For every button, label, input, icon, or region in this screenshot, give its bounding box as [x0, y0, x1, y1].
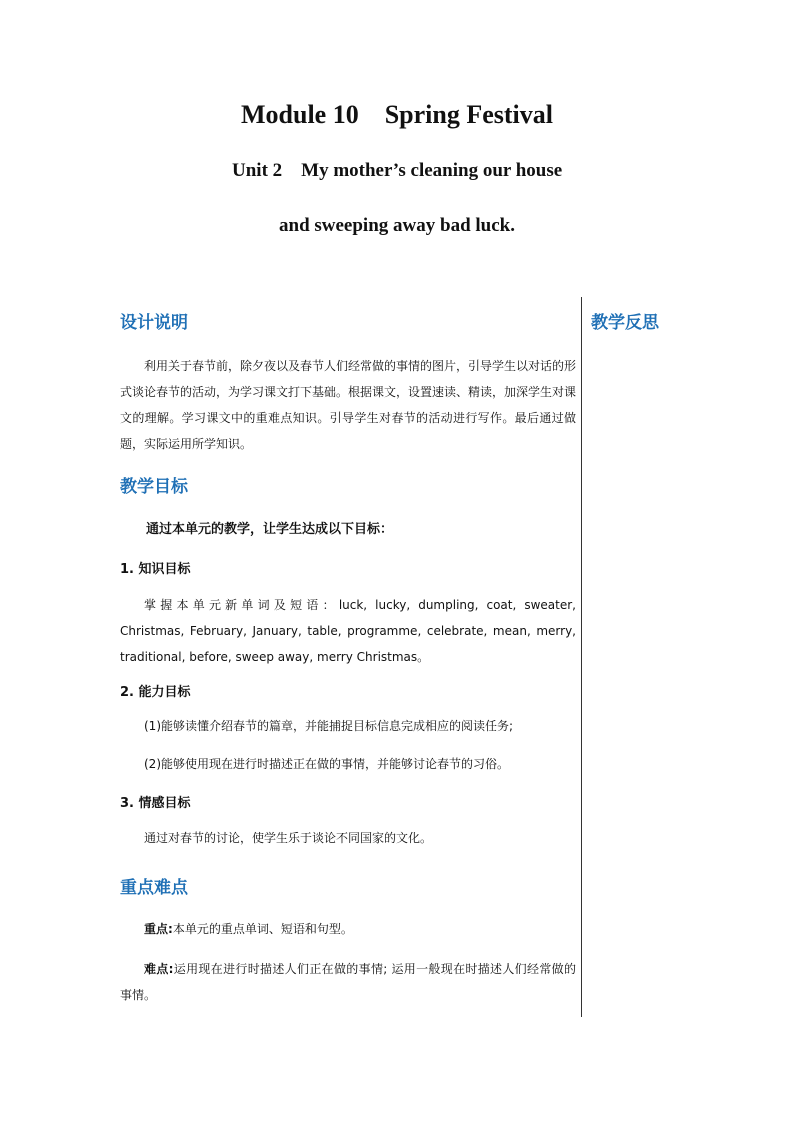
design-text: 利用关于春节前，除夕夜以及春节人们经常做的事情的图片，引导学生以对话的形式谈论春节的活动，为学习课文打下基础。根据课文，设置速读、精读，加深学生对课文的理解。学习课文中的重难点知识。引导学生对春节的活动进行写作。最后通过做题，实际运用所学知识。 [120, 359, 577, 451]
focus-line [120, 916, 576, 942]
keypoints-heading: 重点难点 [120, 878, 188, 898]
page-title: Module 10 Spring Festival [240, 100, 553, 129]
difficulty-text: 运用现在进行时描述人们正在做的事情; 运用一般现在时描述人们经常做的事情。 [120, 962, 576, 1002]
column-divider [581, 297, 582, 1017]
goals-intro: 通过本单元的教学，让学生达成以下目标： [146, 522, 394, 537]
emotion-heading: 3. 情感目标 [120, 796, 191, 811]
design-heading: 设计说明 [120, 313, 188, 333]
knowledge-text: 掌握本单元新单词及短语：luck, lucky, dumpling, coat, sweater, Christmas, February, January, table, programme, celebrate, mean, merry, traditional, before, sweep away, merry Christmas。 [120, 598, 576, 664]
focus-text: 本单元的重点单词、短语和句型。 [172, 922, 353, 936]
ability-heading: 2. 能力目标 [120, 685, 191, 700]
difficulty-line [120, 956, 576, 1008]
unit-title-line-2: and sweeping away bad luck. [279, 215, 515, 236]
reflection-heading: 教学反思 [591, 313, 659, 333]
focus-label: 重点: [144, 922, 173, 936]
knowledge-heading: 1. 知识目标 [120, 562, 191, 577]
unit-title-line-1: Unit 2 My mother’s cleaning our house [232, 160, 563, 181]
ability-item-1: (1)能够读懂介绍春节的篇章，并能捕捉目标信息完成相应的阅读任务; [144, 719, 514, 733]
goals-heading: 教学目标 [120, 477, 188, 497]
ability-item-2: (2)能够使用现在进行时描述正在做的事情，并能够讨论春节的习俗。 [144, 757, 510, 771]
emotion-text: 通过对春节的讨论，使学生乐于谈论不同国家的文化。 [144, 831, 433, 845]
difficulty-label: 难点: [144, 962, 174, 976]
